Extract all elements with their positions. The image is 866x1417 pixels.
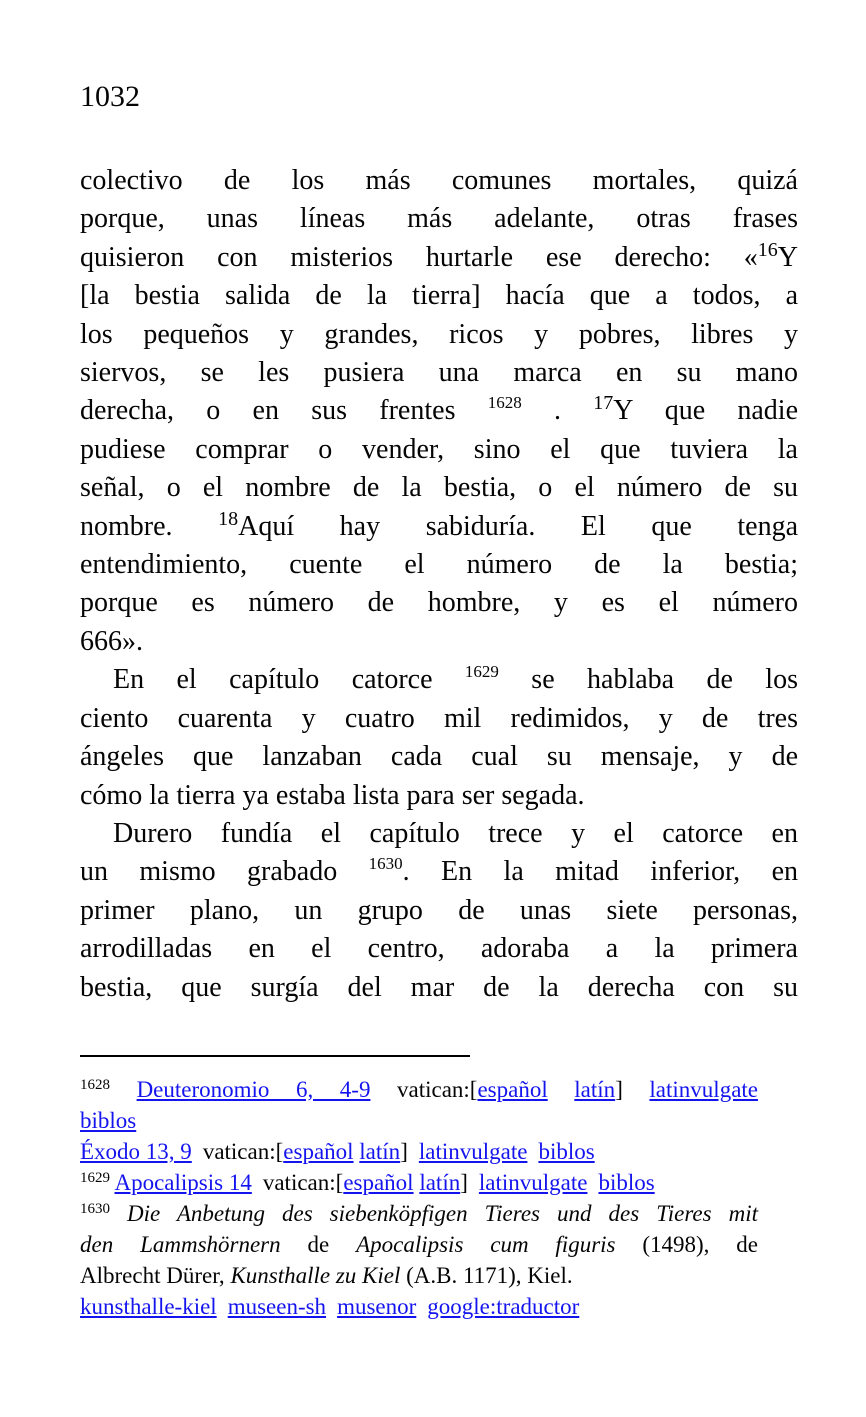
body-text bbox=[80, 162, 798, 1007]
text: . bbox=[521, 395, 594, 427]
page-number: 1032 bbox=[80, 80, 140, 113]
text: ángeles que lanzaban cada cual su mensaje, y de bbox=[80, 741, 798, 773]
body-line bbox=[80, 200, 798, 238]
body-line bbox=[80, 661, 798, 699]
link-biblos[interactable]: biblos bbox=[80, 1107, 137, 1133]
text: colectivo de los más comunes mortales, quizá bbox=[80, 165, 798, 196]
text: derecha, o en sus frentes bbox=[80, 395, 488, 427]
text bbox=[110, 1077, 137, 1102]
body-line bbox=[80, 815, 798, 853]
link-latinvulgate[interactable]: latinvulgate bbox=[418, 1138, 528, 1164]
footnote-marker-1629: 1629 bbox=[80, 1169, 110, 1186]
text: En el capítulo catorce bbox=[113, 664, 465, 696]
italic-text: Apocalipsis cum figuris bbox=[356, 1231, 616, 1257]
verse-number: 18 bbox=[218, 507, 239, 530]
body-line bbox=[80, 508, 798, 546]
link-kunsthalle-kiel[interactable]: kunsthalle-kiel bbox=[80, 1293, 217, 1319]
text: siervos, se les pusiera una marca en su mano bbox=[80, 357, 798, 389]
text bbox=[548, 1077, 575, 1102]
footnote-line-1628 bbox=[80, 1074, 758, 1105]
footnote-line-1630 bbox=[80, 1291, 758, 1322]
text: entendimiento, cuente el número de la bestia; bbox=[80, 549, 798, 581]
text: ] bbox=[460, 1169, 468, 1195]
footnotes bbox=[80, 1074, 758, 1322]
body-line bbox=[80, 546, 798, 584]
link-biblos[interactable]: biblos bbox=[538, 1138, 595, 1164]
text: porque es número de hombre, y es el número bbox=[80, 587, 798, 619]
text: vatican:[ bbox=[202, 1138, 284, 1164]
body-line bbox=[80, 392, 798, 430]
link-espa-ol[interactable]: español bbox=[343, 1169, 414, 1195]
footnote-separator bbox=[80, 1055, 470, 1057]
text: 666». bbox=[80, 625, 143, 657]
link-museen-sh[interactable]: museen-sh bbox=[227, 1293, 327, 1319]
body-line bbox=[80, 316, 798, 354]
footnote-ref-1629[interactable]: 1629 bbox=[464, 662, 499, 682]
text bbox=[110, 1201, 127, 1226]
link-google-traductor[interactable]: google:traductor bbox=[427, 1293, 580, 1319]
verse-number: 16 bbox=[757, 238, 778, 261]
text: quisieron con misterios hurtarle ese derecho: « bbox=[80, 241, 758, 273]
footnote-line-1630 bbox=[80, 1260, 758, 1291]
text: Durero fundía el capítulo trece y el catorce en bbox=[113, 817, 798, 849]
text: pudiese comprar o vender, sino el que tuviera la bbox=[80, 433, 798, 465]
link-espa-ol[interactable]: español bbox=[283, 1138, 354, 1164]
body-line bbox=[80, 700, 798, 738]
footnote-line-1629 bbox=[80, 1167, 758, 1198]
text: (A.B. 1171), Kiel. bbox=[400, 1262, 573, 1288]
text: Albrecht Dürer, bbox=[80, 1262, 231, 1288]
link-apocalipsis-14[interactable]: Apocalipsis 14 bbox=[114, 1169, 252, 1195]
body-line bbox=[80, 584, 798, 622]
text: vatican:[ bbox=[370, 1076, 478, 1102]
body-line bbox=[80, 162, 798, 200]
body-line bbox=[80, 777, 798, 815]
body-line bbox=[80, 853, 798, 891]
body-line bbox=[80, 277, 798, 315]
text: se hablaba de los bbox=[498, 664, 798, 696]
link-biblos[interactable]: biblos bbox=[598, 1169, 655, 1195]
text: bestia, que surgía del mar de la derecha con su bbox=[80, 971, 798, 1003]
link-xodo-13-9[interactable]: Éxodo 13, 9 bbox=[80, 1138, 192, 1164]
italic-text: Kunsthalle zu Kiel bbox=[230, 1262, 401, 1288]
footnote-ref-1630[interactable]: 1630 bbox=[368, 854, 403, 874]
body-line bbox=[80, 239, 798, 277]
text: Y que nadie bbox=[613, 395, 799, 427]
body-line bbox=[80, 354, 798, 392]
text: los pequeños y grandes, ricos y pobres, libres y bbox=[80, 318, 798, 350]
text: señal, o el nombre de la bestia, o el número de su bbox=[80, 472, 798, 504]
text: ciento cuarenta y cuatro mil redimidos, y de tres bbox=[80, 702, 798, 734]
footnote-line-1628 bbox=[80, 1136, 758, 1167]
body-line bbox=[80, 738, 798, 776]
text: porque, unas líneas más adelante, otras frases bbox=[80, 203, 798, 235]
body-line bbox=[80, 930, 798, 968]
text: . En la mitad inferior, en bbox=[402, 856, 799, 888]
text: ] bbox=[400, 1138, 408, 1164]
link-musenor[interactable]: musenor bbox=[337, 1293, 417, 1319]
body-line bbox=[80, 892, 798, 930]
link-latinvulgate[interactable]: latinvulgate bbox=[649, 1076, 758, 1102]
link-lat-n[interactable]: latín bbox=[574, 1076, 616, 1102]
link-deuteronomio-6-4-9[interactable]: Deuteronomio 6, 4-9 bbox=[136, 1076, 371, 1102]
body-line bbox=[80, 623, 798, 661]
link-latinvulgate[interactable]: latinvulgate bbox=[478, 1169, 588, 1195]
footnote-ref-1628[interactable]: 1628 bbox=[487, 393, 522, 413]
footnote-line-1630 bbox=[80, 1198, 758, 1229]
footnote-line-1628 bbox=[80, 1105, 758, 1136]
italic-text: den Lammshörnern bbox=[80, 1231, 281, 1257]
body-line bbox=[80, 969, 798, 1007]
text: ] bbox=[615, 1076, 650, 1102]
text: cómo la tierra ya estaba lista para ser segada. bbox=[80, 779, 585, 811]
footnote-marker-1628: 1628 bbox=[80, 1076, 110, 1093]
footnote-marker-1630: 1630 bbox=[80, 1200, 110, 1217]
text: Y bbox=[777, 241, 798, 273]
text: (1498), de bbox=[615, 1231, 758, 1257]
verse-number: 17 bbox=[593, 392, 614, 415]
text: un mismo grabado bbox=[80, 856, 369, 888]
link-lat-n[interactable]: latín bbox=[419, 1169, 461, 1195]
link-espa-ol[interactable]: español bbox=[477, 1076, 548, 1102]
link-lat-n[interactable]: latín bbox=[359, 1138, 401, 1164]
body-line bbox=[80, 469, 798, 507]
text: nombre. bbox=[80, 510, 219, 542]
body-line bbox=[80, 431, 798, 469]
text: primer plano, un grupo de unas siete personas, bbox=[80, 894, 798, 926]
footnote-line-1630 bbox=[80, 1229, 758, 1260]
text: vatican:[ bbox=[262, 1169, 344, 1195]
text: [la bestia salida de la tierra] hacía que a todos, a bbox=[80, 280, 798, 312]
text: Aquí hay sabiduría. El que tenga bbox=[238, 510, 798, 542]
italic-text: Die Anbetung des siebenköpfigen Tieres und des Tieres mit bbox=[127, 1200, 758, 1226]
text: de bbox=[280, 1231, 357, 1257]
text: arrodilladas en el centro, adoraba a la primera bbox=[80, 933, 798, 965]
